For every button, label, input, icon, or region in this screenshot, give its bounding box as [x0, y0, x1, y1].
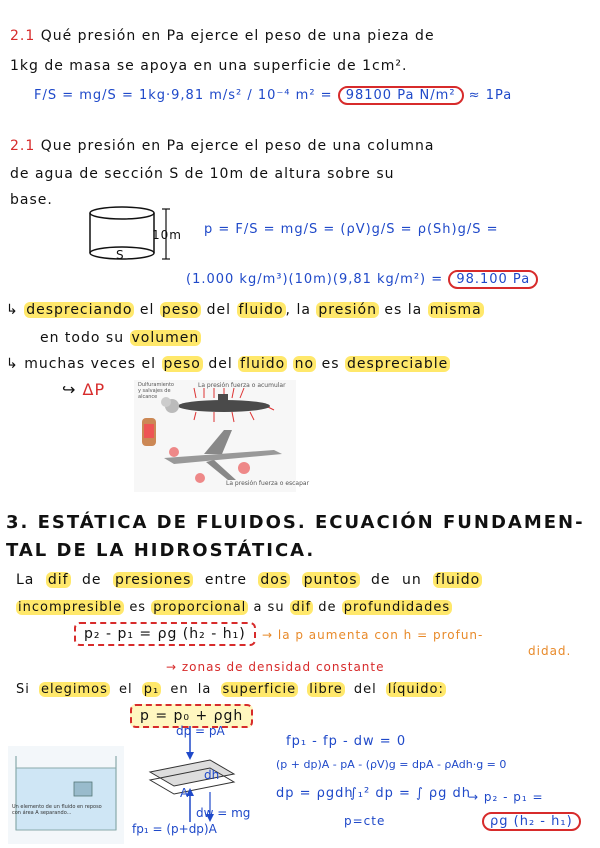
word: incompresible — [18, 600, 123, 615]
word: La — [16, 572, 35, 588]
word: es — [129, 600, 147, 615]
beaker-illustration — [8, 746, 124, 844]
note-word: peso — [163, 356, 201, 372]
word: proporcional — [153, 600, 247, 615]
result-box: 98.100 Pa — [448, 270, 538, 289]
question-2-line-2: de agua de sección S de 10m de altura sobre su — [10, 166, 395, 182]
note-word: del — [206, 302, 232, 318]
beaker-figure — [8, 746, 124, 844]
note-pressure-depth-2: didad. — [528, 644, 572, 658]
word: líquido: — [387, 682, 444, 697]
section-title-line-2: TAL DE LA HIDROSTÁTICA. — [6, 540, 316, 561]
delta-p-label — [62, 380, 105, 399]
arrow-icon: ↳ — [6, 356, 19, 372]
derivation-constant: p=cte — [344, 814, 386, 828]
note-word: fluido — [240, 356, 286, 372]
word: Si — [16, 682, 30, 697]
equation-2: p = p₀ + ρgh — [130, 704, 253, 728]
note-word: , la — [285, 302, 311, 318]
word: su — [267, 600, 285, 615]
question-1-line-2: 1kg de masa se apoya en una superficie de 1cm². — [10, 58, 408, 74]
note-word: fluido — [238, 302, 284, 318]
final-result-box — [482, 814, 581, 829]
question-2-line-3: base. — [10, 192, 53, 208]
word: elegimos — [41, 682, 108, 697]
note-word: en todo su — [40, 330, 125, 346]
derivation-line-1: fp₁ - fp - dw = 0 — [286, 734, 407, 749]
label-a: A — [180, 786, 189, 800]
integral: ∫₁² dp = ∫ ρg dh — [350, 786, 472, 801]
note-1-line-1 — [6, 302, 484, 318]
note-pressure-depth: → la p aumenta con h = profun- — [262, 628, 484, 642]
figure-label-top: La presión fuerza o acumular — [198, 382, 286, 389]
note-word: no — [294, 356, 315, 372]
note-word: misma — [429, 302, 482, 318]
question-2-calc — [186, 272, 538, 287]
label-weight: dw = mg — [196, 806, 251, 820]
note-word: volumen — [131, 330, 200, 346]
word: de — [318, 600, 337, 615]
note-word: es — [321, 356, 340, 372]
word: un — [402, 572, 422, 588]
result-box: 98100 Pa N/m² — [338, 86, 464, 105]
note-word: es la — [384, 302, 423, 318]
approx-value: ≈ 1Pa — [468, 88, 513, 103]
sentence-3 — [16, 682, 446, 697]
area-label: S — [116, 248, 125, 262]
question-number: 2.1 — [10, 28, 36, 44]
word: dos — [260, 572, 289, 588]
section-title-line-1: 3. ESTÁTICA DE FLUIDOS. ECUACIÓN FUNDAMEN- — [6, 512, 585, 533]
delta-p-text: ΔP — [82, 380, 106, 399]
word: p₁ — [143, 682, 160, 697]
note-word: despreciando — [26, 302, 133, 318]
note-word: despreciable — [346, 356, 449, 372]
derivation-line-2: (p + dp)A - pA - (ρV)g = dpA - ρAdh·g = 0 — [276, 758, 507, 771]
word: de — [82, 572, 102, 588]
word: dif — [47, 572, 69, 588]
word: fluido — [435, 572, 481, 588]
word: libre — [309, 682, 343, 697]
sentence-2 — [16, 600, 452, 615]
note-density: → zonas de densidad constante — [166, 660, 385, 674]
note-word: del — [208, 356, 233, 372]
word: superficie — [222, 682, 297, 697]
question-2-formula: p = F/S = mg/S = (ρV)g/S = ρ(Sh)g/S = — [204, 222, 499, 237]
derivation-line-3: dp = ρgdh — [276, 786, 354, 801]
word: en — [170, 682, 189, 697]
formula-lhs: F/S = mg/S = 1kg·9,81 m/s² / 10⁻⁴ m² = — [34, 88, 333, 103]
word: a — [253, 600, 263, 615]
label-dp-pa: dp = pA — [176, 724, 225, 738]
note-1-line-2 — [40, 330, 201, 346]
note-word: presión — [318, 302, 377, 318]
final-result: ρg (h₂ - h₁) — [482, 812, 581, 831]
word: profundidades — [343, 600, 451, 615]
question-number: 2.1 — [10, 138, 36, 154]
figure-caption: Un elemento de un fluido en reposo con área A separando... — [12, 804, 102, 816]
question-1-formula — [34, 88, 512, 103]
sentence-1 — [16, 572, 482, 588]
derivation-arrow: → p₂ - p₁ = — [468, 790, 544, 804]
question-2-line-1 — [10, 138, 434, 154]
label-dh: dh — [204, 768, 220, 782]
word: el — [119, 682, 133, 697]
figure-label-left: Dulfuramiento y salvajes de alcance — [138, 382, 174, 400]
pressure-figure — [134, 380, 310, 492]
word: puntos — [303, 572, 358, 588]
height-label: 10m — [152, 228, 182, 242]
word: del — [353, 682, 377, 697]
curved-arrow-icon: ↪ — [62, 380, 77, 399]
arrow-icon: ↳ — [6, 302, 19, 318]
equation-1: p₂ - p₁ = ρg (h₂ - h₁) — [74, 622, 256, 646]
note-word: muchas veces el — [24, 356, 157, 372]
label-bottom-force: fp₁ = (p+dp)A — [132, 822, 217, 836]
word: dif — [291, 600, 312, 615]
figure-label-bottom: La presión fuerza o escapar — [226, 480, 310, 487]
calc-text: (1.000 kg/m³)(10m)(9,81 kg/m²) = — [186, 272, 444, 287]
word: entre — [204, 572, 247, 588]
word: presiones — [114, 572, 192, 588]
note-2 — [6, 356, 450, 372]
equation-1-box — [74, 626, 256, 642]
word: la — [197, 682, 212, 697]
note-word: peso — [161, 302, 200, 318]
question-text: Que presión en Pa ejerce el peso de una columna — [40, 138, 435, 154]
note-word: el — [139, 302, 155, 318]
question-1-line-1 — [10, 28, 435, 44]
question-text: Qué presión en Pa ejerce el peso de una pieza de — [40, 28, 435, 44]
word: de — [371, 572, 391, 588]
